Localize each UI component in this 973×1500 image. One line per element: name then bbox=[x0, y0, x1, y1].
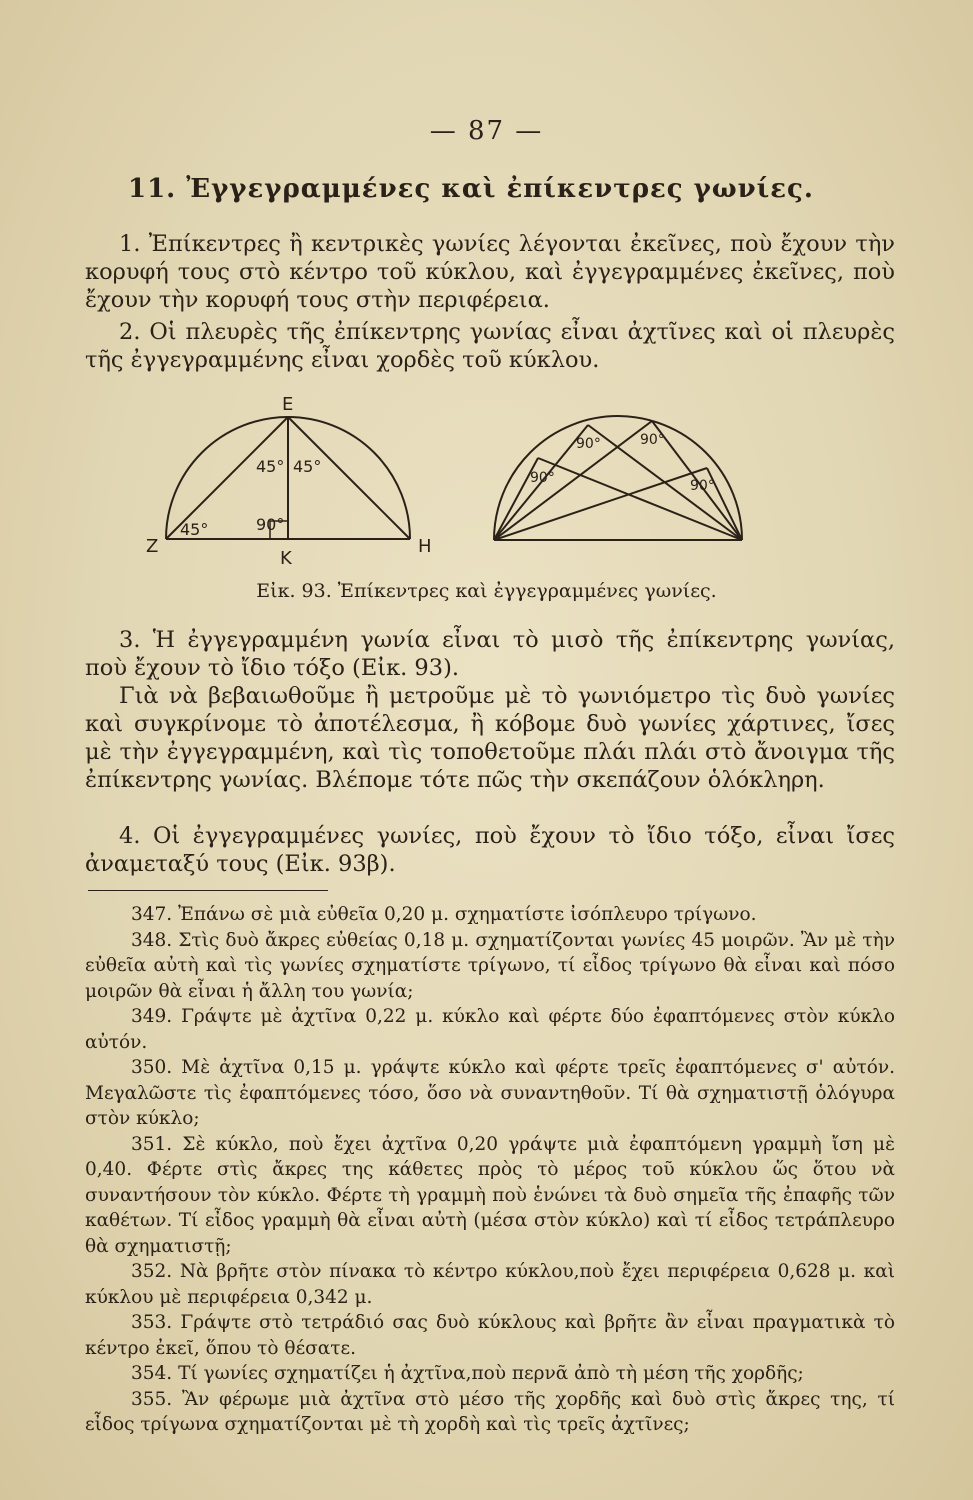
right-angle-label-4: 90° bbox=[690, 478, 715, 494]
paragraph-4: Γιὰ νὰ βεβαιωθοῦμε ἢ μετροῦμε μὲ τὸ γωνιόμετρο τὶς δυὸ γωνίες καὶ συγκρίνομε τὸ ἀποτέλεσμα, ἢ κόβομε δυὸ γωνίες χάρτινες, ἴσες μὲ τὴν ἐγγεγραμμένη, καὶ τὶς τοποθετοῦμε πλάι πλάι στὸ ἄνοιγμα τῆς ἐπίκεντρης γωνίας. Βλέπομε τότε πῶς τὴν σκεπάζουν ὁλόκληρη. bbox=[85, 683, 895, 793]
right-angle-label-1: 90° bbox=[576, 436, 601, 452]
label-k: K bbox=[280, 548, 292, 569]
right-chord-3 bbox=[494, 421, 652, 540]
figure-93-drawing bbox=[140, 392, 760, 572]
exercise-348: 348. Στὶς δυὸ ἄκρες εὐθείας 0,18 μ. σχηματίζονται γωνίες 45 μοιρῶν. Ἂν μὲ τὴν εὐθεῖα αὐτὴ καὶ τὶς γωνίες σχηματίστε τρίγωνο, τί εἶδος τρίγωνο θὰ εἶναι καὶ πόσο μοιρῶν θὰ εἶναι ἡ ἄλλη του γωνία; bbox=[85, 929, 895, 1002]
exercise-355: 355. Ἂν φέρωμε μιὰ ἀχτῖνα στὸ μέσο τῆς χορδῆς καὶ δυὸ στὶς ἄκρες της, τί εἶδος τρίγωνα σχηματίζονται μὲ τὴ χορδὴ καὶ τὶς τρεῖς ἀχτῖνες; bbox=[85, 1388, 895, 1435]
angle-right-top: 45° bbox=[293, 457, 322, 476]
paragraph-1: 1. Ἐπίκεντρες ἢ κεντρικὲς γωνίες λέγονται ἐκεῖνες, ποὺ ἔχουν τὴν κορυφή τους στὸ κέντρο τοῦ κύκλου, καὶ ἐγγεγραμμένες ἐκεῖνες, ποὺ ἔχουν τὴν κορυφή τους στὴν περιφέρεια. bbox=[85, 231, 895, 313]
exercise-350: 350. Μὲ ἀχτῖνα 0,15 μ. γράψτε κύκλο καὶ φέρτε τρεῖς ἐφαπτόμενες σ' αὐτόν. Μεγαλῶστε τὶς ἐφαπτόμενες τόσο, ὅσο νὰ συναντηθοῦν. Τί θὰ σχηματιστῇ ὁλόγυρα στὸν κύκλο; bbox=[85, 1057, 895, 1129]
paragraph-5: 4. Οἱ ἐγγεγραμμένες γωνίες, ποὺ ἔχουν τὸ ἴδιο τόξο, εἶναι ἴσες ἀναμεταξύ τους (Εἰκ. 93β). bbox=[85, 823, 895, 877]
exercise-354: 354. Τί γωνίες σχηματίζει ἡ ἀχτῖνα,ποὺ περνᾶ ἀπὸ τὴ μέση τῆς χορδῆς; bbox=[131, 1363, 804, 1384]
label-z: Z bbox=[146, 536, 159, 557]
right-angle-label-2: 90° bbox=[640, 432, 665, 448]
footnote-rule bbox=[88, 890, 328, 891]
label-e: E bbox=[282, 394, 294, 415]
angle-center: 90° bbox=[256, 515, 285, 534]
exercise-349: 349. Γράψτε μὲ ἀχτῖνα 0,22 μ. κύκλο καὶ φέρτε δύο ἐφαπτόμενες στὸν κύκλο αὐτόν. bbox=[85, 1006, 895, 1053]
page-number: — 87 — bbox=[429, 116, 544, 146]
exercise-352: 352. Νὰ βρῆτε στὸν πίνακα τὸ κέντρο κύκλου,ποὺ ἔχει περιφέρεια 0,628 μ. καὶ κύκλου μὲ περιφέρεια 0,342 μ. bbox=[85, 1261, 895, 1308]
angle-bottom-left: 45° bbox=[180, 520, 209, 539]
figure-93 bbox=[140, 392, 760, 572]
label-h: H bbox=[418, 536, 432, 557]
angle-left-top: 45° bbox=[256, 457, 285, 476]
exercise-347: 347. Ἐπάνω σὲ μιὰ εὐθεῖα 0,20 μ. σχηματίστε ἰσόπλευρο τρίγωνο. bbox=[131, 904, 757, 925]
exercise-351: 351. Σὲ κύκλο, ποὺ ἔχει ἀχτῖνα 0,20 γράψτε μιὰ ἐφαπτόμενη γραμμὴ ἴση μὲ 0,40. Φέρτε στὶς ἄκρες της κάθετες πρὸς τὸ μέρος τοῦ κύκλου ὥς ὅτου νὰ συναντήσουν τὸν κύκλο. Φέρτε τὴ γραμμὴ ποὺ ἑνώνει τὰ δυὸ σημεῖα τῆς ἐπαφῆς τῶν καθέτων. Τί εἶδος γραμμὴ θὰ εἶναι αὐτὴ (μέσα στὸν κύκλο) καὶ τί εἶδος τετράπλευρο θὰ σχηματιστῇ; bbox=[85, 1133, 895, 1257]
right-angle-label-3: 90° bbox=[530, 470, 555, 486]
paragraph-2: 2. Οἱ πλευρὲς τῆς ἐπίκεντρης γωνίας εἶναι ἀχτῖνες καὶ οἱ πλευρὲς τῆς ἐγγεγραμμένης εἶναι χορδὲς τοῦ κύκλου. bbox=[85, 319, 895, 373]
exercise-353: 353. Γράψτε στὸ τετράδιό σας δυὸ κύκλους καὶ βρῆτε ἂν εἶναι πραγματικὰ τὸ κέντρο ἐκεῖ, ὅπου τὸ θέσατε. bbox=[85, 1312, 895, 1359]
exercise-list bbox=[85, 902, 895, 1438]
figure-caption: Εἰκ. 93. Ἐπίκεντρες καὶ ἐγγεγραμμένες γωνίες. bbox=[256, 580, 717, 602]
left-chord-eh bbox=[288, 417, 410, 539]
section-title: 11. Ἐγγεγραμμένες καὶ ἐπίκεντρες γωνίες. bbox=[128, 174, 814, 204]
paragraph-3: 3. Ἡ ἐγγεγραμμένη γωνία εἶναι τὸ μισὸ τῆς ἐπίκεντρης γωνίας, ποὺ ἔχουν τὸ ἴδιο τόξο (Εἰκ. 93). bbox=[85, 627, 895, 681]
